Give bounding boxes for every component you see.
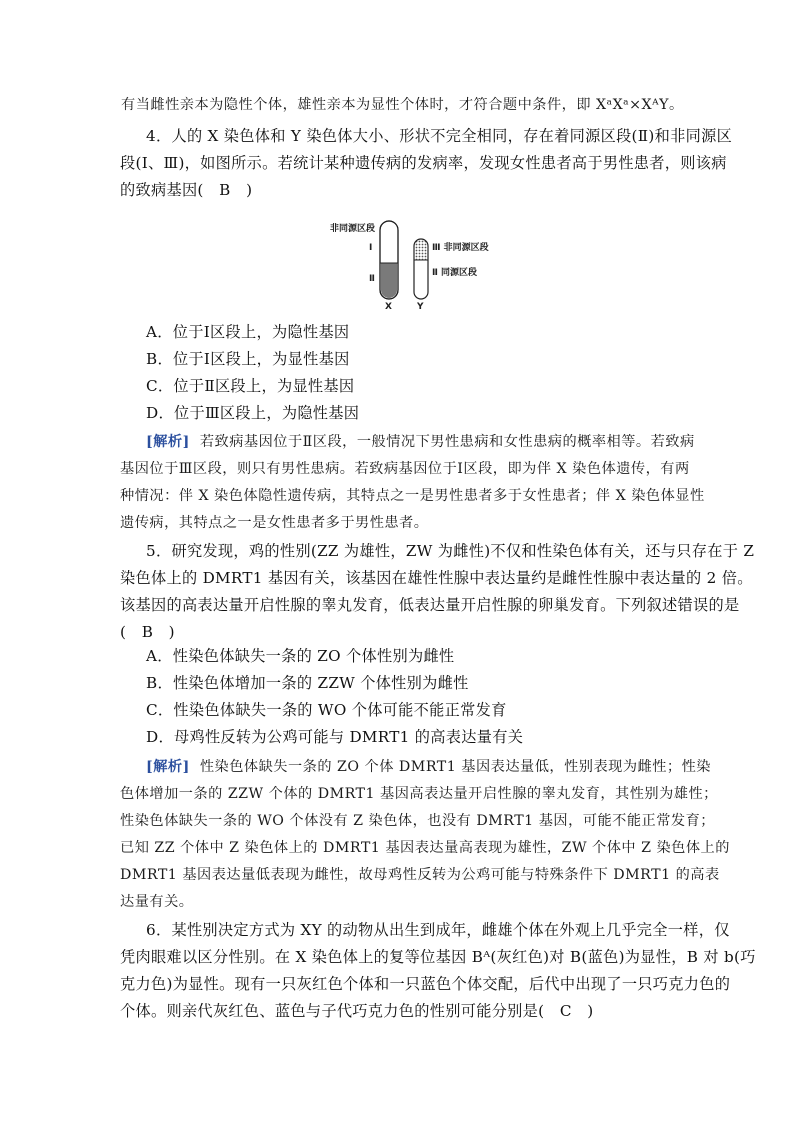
question-5-stem: ( B ) <box>120 623 175 641</box>
explanation-4: 遗传病，其特点之一是女性患者多于男性患者。 <box>120 515 429 531</box>
explanation-tag: [解析] <box>146 759 190 775</box>
question-6-stem: 个体。则亲代灰红色、蓝色与子代巧克力色的性别可能分别是( C ) <box>120 1002 594 1020</box>
explanation-4: 基因位于Ⅲ区段，则只有男性患病。若致病基因位于Ⅰ区段，即为伴 X 染色体遗传，有两 <box>120 461 690 477</box>
option-4-C: C．位于Ⅱ区段上，为显性基因 <box>146 377 355 395</box>
question-6-stem: 克力色)为显性。现有一只灰红色个体和一只蓝色个体交配，后代中出现了一只巧克力色的 <box>120 975 731 993</box>
figure-label-X: X <box>385 302 392 311</box>
option-5-C: C．性染色体缺失一条的 WO 个体可能不能正常发育 <box>146 701 507 719</box>
option-5-A: A．性染色体缺失一条的 ZO 个体性别为雌性 <box>146 647 455 665</box>
explanation-5: 色体增加一条的 ZZW 个体的 DMRT1 基因高表达量开启性腺的睾丸发育，其性别为雄性； <box>120 786 718 802</box>
figure-label-II: Ⅱ <box>369 274 375 284</box>
question-5-stem: 染色体上的 DMRT1 基因有关，该基因在雄性性腺中表达量约是雌性性腺中表达量的 2 倍。 <box>120 569 753 587</box>
figure-label-II-right: Ⅱ 同源区段 <box>432 268 478 278</box>
explanation-4: [解析] 若致病基因位于Ⅱ区段，一般情况下男性患病和女性患病的概率相等。若致病 <box>146 434 695 450</box>
option-4-D: D．位于Ⅲ区段上，为隐性基因 <box>146 404 360 422</box>
figure-label-nonhomologous: 非同源区段 <box>330 224 376 234</box>
explanation-5: 性染色体缺失一条的 WO 个体没有 Z 染色体，也没有 DMRT1 基因，可能不能正常发育； <box>120 813 715 829</box>
y-chromosome <box>414 239 428 299</box>
question-6-stem: 凭肉眼难以区分性别。在 X 染色体上的复等位基因 Bᴬ(灰红色)对 B(蓝色)为显性，B 对 b(巧 <box>120 948 756 966</box>
explanation-4: 种情况：伴 X 染色体隐性遗传病，其特点之一是男性患者多于女性患者；伴 X 染色体显性 <box>120 488 705 504</box>
explanation-5: DMRT1 基因表达量低表现为雌性，故母鸡性反转为公鸡可能与特殊条件下 DMRT1 的高表 <box>120 867 720 883</box>
question-4-stem: 段(Ⅰ、Ⅲ)，如图所示。若统计某种遗传病的发病率，发现女性患者高于男性患者，则该病 <box>120 154 727 172</box>
option-4-B: B．位于Ⅰ区段上，为显性基因 <box>146 350 350 368</box>
question-5-stem: 5．研究发现，鸡的性别(ZZ 为雄性，ZW 为雌性)不仅和性染色体有关，还与只存在于 Z <box>146 542 755 560</box>
x-chromosome <box>380 221 398 299</box>
explanation-tag: [解析] <box>146 434 190 450</box>
figure-label-I: Ⅰ <box>369 243 373 253</box>
question-6-stem: 6．某性别决定方式为 XY 的动物从出生到成年，雌雄个体在外观上几乎完全一样，仅 <box>146 921 730 939</box>
question-4-stem: 的致病基因( B ) <box>120 181 253 199</box>
option-5-B: B．性染色体增加一条的 ZZW 个体性别为雌性 <box>146 674 469 692</box>
explanation-5: 达量有关。 <box>120 894 194 910</box>
chromosome-diagram <box>328 219 528 311</box>
question-4-stem: 4．人的 X 染色体和 Y 染色体大小、形状不完全相同，存在着同源区段(Ⅱ)和非同源区 <box>146 127 733 145</box>
question-5-stem: 该基因的高表达量开启性腺的睾丸发育，低表达量开启性腺的卵巢发育。下列叙述错误的是 <box>120 596 740 614</box>
figure-label-III-right: Ⅲ 非同源区段 <box>432 243 489 253</box>
option-5-D: D．母鸡性反转为公鸡可能与 DMRT1 的高表达量有关 <box>146 728 524 746</box>
figure-label-Y: Y <box>417 302 424 311</box>
text-line: 有当雌性亲本为隐性个体，雄性亲本为显性个体时，才符合题中条件，即 XᵃXᵃ×XᴬY。 <box>121 97 684 113</box>
explanation-5: [解析] 性染色体缺失一条的 ZO 个体 DMRT1 基因表达量低，性别表现为雌性；性染 <box>146 759 711 775</box>
explanation-5: 已知 ZZ 个体中 Z 染色体上的 DMRT1 基因表达量高表现为雄性，ZW 个体中 Z 染色体上的 <box>120 840 730 856</box>
option-4-A: A．位于Ⅰ区段上，为隐性基因 <box>146 323 350 341</box>
